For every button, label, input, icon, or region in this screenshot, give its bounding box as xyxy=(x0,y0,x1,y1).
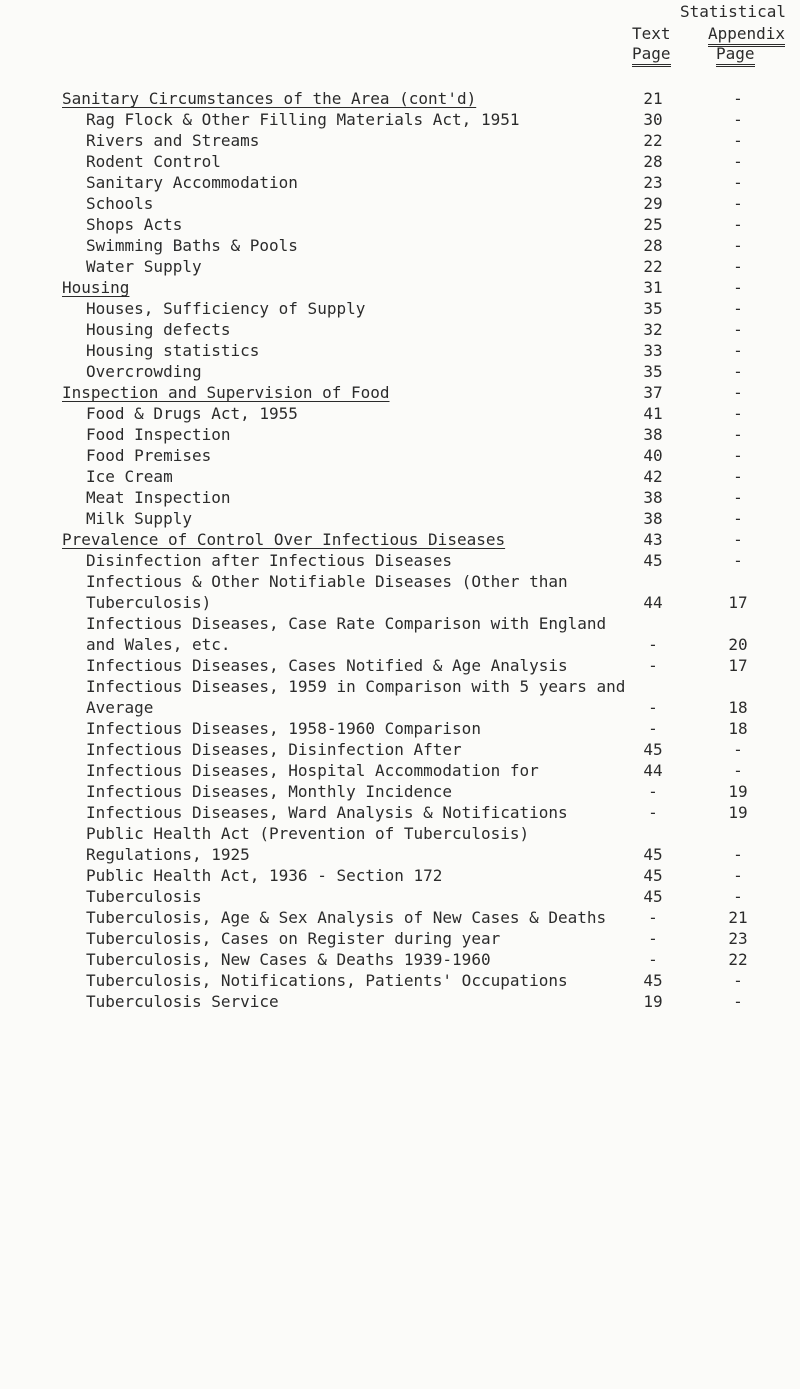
text-page-number: 38 xyxy=(643,509,663,528)
index-entry-row xyxy=(0,571,800,613)
entry-label: Infectious Diseases, Ward Analysis & Notifications xyxy=(86,803,568,822)
index-entry-row xyxy=(0,655,800,676)
text-page-number: 32 xyxy=(643,320,663,339)
text-page-number: 45 xyxy=(643,551,663,570)
text-page-number: 45 xyxy=(643,866,663,885)
text-page-number: 42 xyxy=(643,467,663,486)
entry-label: Swimming Baths & Pools xyxy=(86,236,298,255)
index-entry-row xyxy=(0,298,800,319)
appendix-page-number: - xyxy=(733,341,743,360)
appendix-page-number: - xyxy=(733,236,743,255)
text-page-number: - xyxy=(648,698,658,717)
entry-label: Tuberculosis xyxy=(86,887,202,906)
appendix-page-number: - xyxy=(733,509,743,528)
index-entry-row xyxy=(0,193,800,214)
index-entry-row xyxy=(0,172,800,193)
entry-label: Infectious Diseases, Disinfection After xyxy=(86,740,462,759)
entry-label: Meat Inspection xyxy=(86,488,231,507)
entry-label: Schools xyxy=(86,194,154,213)
appendix-page-number: 21 xyxy=(728,908,748,927)
text-page-number: 19 xyxy=(643,992,663,1011)
entry-label: Housing defects xyxy=(86,320,231,339)
index-entry-row xyxy=(0,718,800,739)
index-entry-row xyxy=(0,781,800,802)
appendix-page-number: - xyxy=(733,467,743,486)
index-entry-row xyxy=(0,487,800,508)
appendix-page-number: - xyxy=(733,425,743,444)
section-heading-row xyxy=(0,529,800,550)
entry-label: Tuberculosis, New Cases & Deaths 1939-1960 xyxy=(86,950,491,969)
index-entry-row xyxy=(0,907,800,928)
text-page-number: - xyxy=(648,719,658,738)
text-page-number: - xyxy=(648,782,658,801)
text-page-number: - xyxy=(648,950,658,969)
entry-label: Ice Cream xyxy=(86,467,173,486)
index-entry-row xyxy=(0,550,800,571)
text-page-number: 45 xyxy=(643,887,663,906)
appendix-page-number: 20 xyxy=(728,635,748,654)
text-page-number: - xyxy=(648,908,658,927)
index-entry-row xyxy=(0,991,800,1012)
text-page-number: 25 xyxy=(643,215,663,234)
index-entry-row xyxy=(0,256,800,277)
index-entry-row xyxy=(0,760,800,781)
appendix-page-number: - xyxy=(733,173,743,192)
entry-label: Infectious Diseases, 1958-1960 Comparison xyxy=(86,719,481,738)
appendix-page-number: 19 xyxy=(728,782,748,801)
appendix-page-number: - xyxy=(733,761,743,780)
appendix-page-number: - xyxy=(733,740,743,759)
index-entry-row xyxy=(0,865,800,886)
index-entry-row xyxy=(0,739,800,760)
appendix-page-number: - xyxy=(733,488,743,507)
entry-label: Tuberculosis, Notifications, Patients' Occupations xyxy=(86,971,568,990)
entry-label: Rivers and Streams xyxy=(86,131,260,150)
appendix-page-number: 22 xyxy=(728,950,748,969)
section-heading: Housing xyxy=(62,278,130,297)
appendix-page-number: - xyxy=(733,971,743,990)
appendix-page-number: - xyxy=(733,89,743,108)
appendix-page-number: - xyxy=(733,194,743,213)
index-entry-row xyxy=(0,319,800,340)
text-page-number: 37 xyxy=(643,383,663,402)
text-page-number: 41 xyxy=(643,404,663,423)
entry-label: Public Health Act (Prevention of Tuberculosis) Regulations, 1925 xyxy=(86,824,539,864)
text-page-number: 35 xyxy=(643,362,663,381)
index-entry-row xyxy=(0,130,800,151)
index-entry-row xyxy=(0,613,800,655)
appendix-page-number: - xyxy=(733,362,743,381)
index-entry-row xyxy=(0,109,800,130)
entry-label: Sanitary Accommodation xyxy=(86,173,298,192)
entry-label: Shops Acts xyxy=(86,215,183,234)
entry-label: Tuberculosis, Age & Sex Analysis of New Cases & Deaths xyxy=(86,908,607,927)
text-page-number: - xyxy=(648,656,658,675)
text-page-number: 30 xyxy=(643,110,663,129)
text-page-number: - xyxy=(648,635,658,654)
entry-label: Water Supply xyxy=(86,257,202,276)
text-page-number: - xyxy=(648,803,658,822)
text-page-number: 40 xyxy=(643,446,663,465)
appendix-page-number: 18 xyxy=(728,698,748,717)
index-entry-row xyxy=(0,151,800,172)
appendix-header: Appendix xyxy=(708,24,785,47)
index-entry-row xyxy=(0,970,800,991)
appendix-page-number: - xyxy=(733,299,743,318)
entry-label: Infectious & Other Notifiable Diseases (Other than Tuberculosis) xyxy=(86,572,578,612)
entry-label: Infectious Diseases, Hospital Accommodation for xyxy=(86,761,539,780)
appendix-page-number: - xyxy=(733,131,743,150)
index-entry-row xyxy=(0,676,800,718)
appendix-page-number: 19 xyxy=(728,803,748,822)
appendix-page-number: - xyxy=(733,152,743,171)
entry-label: Houses, Sufficiency of Supply xyxy=(86,299,366,318)
appendix-page-number: - xyxy=(733,110,743,129)
index-entry-row xyxy=(0,802,800,823)
text-page-number: 22 xyxy=(643,257,663,276)
text-page-number: 29 xyxy=(643,194,663,213)
index-entry-row xyxy=(0,508,800,529)
entry-label: Food Premises xyxy=(86,446,212,465)
appendix-page-number: - xyxy=(733,215,743,234)
entry-label: Rag Flock & Other Filling Materials Act, 1951 xyxy=(86,110,520,129)
text-page-number: 38 xyxy=(643,425,663,444)
entry-label: Infectious Diseases, Monthly Incidence xyxy=(86,782,453,801)
statistical-header: Statistical xyxy=(680,2,786,21)
appendix-page-number: 23 xyxy=(728,929,748,948)
index-entry-row xyxy=(0,214,800,235)
appendix-page-number: 17 xyxy=(728,593,748,612)
text-page-number: 28 xyxy=(643,236,663,255)
entry-label: Infectious Diseases, Cases Notified & Age Analysis xyxy=(86,656,568,675)
section-heading-row xyxy=(0,382,800,403)
text-page-number: 45 xyxy=(643,971,663,990)
entry-label: Infectious Diseases, 1959 in Comparison with 5 years and Average xyxy=(86,677,636,717)
text-page-number: 21 xyxy=(643,89,663,108)
appendix-page-number: - xyxy=(733,404,743,423)
text-page-number: 31 xyxy=(643,278,663,297)
entry-label: Disinfection after Infectious Diseases xyxy=(86,551,453,570)
appendix-page-number: - xyxy=(733,551,743,570)
section-heading-row xyxy=(0,88,800,109)
text-page-number: 28 xyxy=(643,152,663,171)
appendix-page-number: - xyxy=(733,320,743,339)
appendix-page-number: - xyxy=(733,383,743,402)
index-entry-row xyxy=(0,361,800,382)
appendix-page-number: - xyxy=(733,887,743,906)
index-entry-row xyxy=(0,886,800,907)
text-page-number: 23 xyxy=(643,173,663,192)
appendix-page-number: - xyxy=(733,446,743,465)
text-page-number: 38 xyxy=(643,488,663,507)
index-entry-row xyxy=(0,466,800,487)
index-entry-row xyxy=(0,949,800,970)
entry-label: Food & Drugs Act, 1955 xyxy=(86,404,298,423)
text-page-header: Page xyxy=(632,44,671,67)
text-page-number: 44 xyxy=(643,593,663,612)
section-heading: Prevalence of Control Over Infectious Diseases xyxy=(62,530,506,549)
text-page-number: 44 xyxy=(643,761,663,780)
entry-label: Food Inspection xyxy=(86,425,231,444)
appendix-page-number: - xyxy=(733,992,743,1011)
entry-label: Overcrowding xyxy=(86,362,202,381)
text-page-number: 43 xyxy=(643,530,663,549)
entry-label: Infectious Diseases, Case Rate Comparison with England and Wales, etc. xyxy=(86,614,616,654)
index-entry-row xyxy=(0,340,800,361)
section-heading-row xyxy=(0,277,800,298)
entry-label: Tuberculosis Service xyxy=(86,992,279,1011)
text-page-number: - xyxy=(648,929,658,948)
appendix-page-number: 17 xyxy=(728,656,748,675)
entry-label: Housing statistics xyxy=(86,341,260,360)
appendix-page-header: Page xyxy=(716,44,755,67)
appendix-page-number: - xyxy=(733,845,743,864)
text-page-number: 45 xyxy=(643,740,663,759)
text-page-number: 45 xyxy=(643,845,663,864)
index-list xyxy=(0,88,800,1012)
appendix-page-number: - xyxy=(733,257,743,276)
entry-label: Tuberculosis, Cases on Register during year xyxy=(86,929,501,948)
index-entry-row xyxy=(0,403,800,424)
entry-label: Milk Supply xyxy=(86,509,192,528)
index-entry-row xyxy=(0,823,800,865)
appendix-page-number: 18 xyxy=(728,719,748,738)
section-heading: Sanitary Circumstances of the Area (cont'd) xyxy=(62,89,477,108)
index-entry-row xyxy=(0,424,800,445)
index-entry-row xyxy=(0,928,800,949)
index-entry-row xyxy=(0,445,800,466)
appendix-page-number: - xyxy=(733,530,743,549)
appendix-page-number: - xyxy=(733,866,743,885)
appendix-page-number: - xyxy=(733,278,743,297)
section-heading: Inspection and Supervision of Food xyxy=(62,383,390,402)
text-page-number: 22 xyxy=(643,131,663,150)
entry-label: Rodent Control xyxy=(86,152,221,171)
index-entry-row xyxy=(0,235,800,256)
text-page-number: 35 xyxy=(643,299,663,318)
text-page-number: 33 xyxy=(643,341,663,360)
text-header: Text xyxy=(632,24,671,43)
entry-label: Public Health Act, 1936 - Section 172 xyxy=(86,866,443,885)
